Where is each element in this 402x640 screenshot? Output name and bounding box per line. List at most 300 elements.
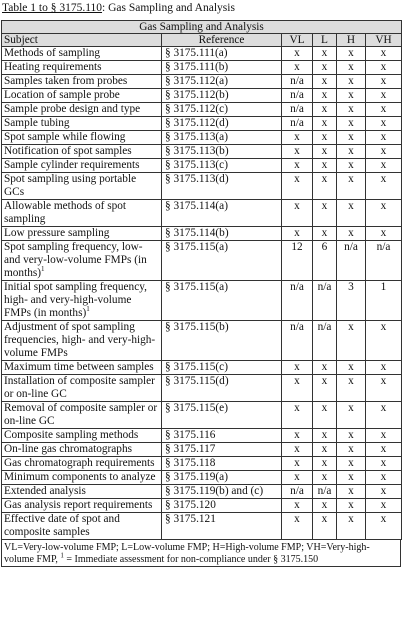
row-h xyxy=(337,429,366,443)
row-l xyxy=(313,47,337,61)
row-vh xyxy=(366,241,402,281)
row-subject-text: Heating requirements xyxy=(4,61,102,73)
table-header-row xyxy=(2,34,402,47)
row-h xyxy=(337,499,366,513)
row-l xyxy=(313,159,337,173)
row-h xyxy=(337,375,366,402)
header-subject: Subject xyxy=(2,34,162,47)
row-vh xyxy=(366,457,402,471)
row-reference xyxy=(162,443,282,457)
table-row xyxy=(2,145,402,159)
row-h-text: x xyxy=(348,103,354,115)
row-vh xyxy=(366,173,402,200)
row-l xyxy=(313,361,337,375)
row-subject-text: Spot sample while flowing xyxy=(4,131,126,143)
row-reference xyxy=(162,429,282,443)
row-h-text: x xyxy=(348,321,354,333)
row-vh xyxy=(366,321,402,361)
row-vl xyxy=(282,47,313,61)
row-l xyxy=(313,227,337,241)
row-l xyxy=(313,513,337,540)
row-vh-text: x xyxy=(380,47,387,59)
row-vl xyxy=(282,429,313,443)
row-h xyxy=(337,402,366,429)
row-reference-text: § 3175.121 xyxy=(165,513,216,525)
table-row xyxy=(2,361,402,375)
row-h xyxy=(337,75,366,89)
row-h-text: x xyxy=(348,402,354,414)
row-subject xyxy=(2,429,162,443)
row-reference-text: § 3175.113(d) xyxy=(165,173,229,185)
header-vl: VL xyxy=(282,34,313,47)
row-vh-text: 1 xyxy=(380,281,387,293)
row-vl-text: 12 xyxy=(291,241,303,253)
row-vl-text: x xyxy=(294,361,300,373)
row-vh xyxy=(366,89,402,103)
row-vh xyxy=(366,159,402,173)
table-row xyxy=(2,429,402,443)
row-h-text: x xyxy=(348,75,354,87)
row-reference-text: § 3175.115(c) xyxy=(165,361,228,373)
row-vl-text: x xyxy=(294,61,300,73)
row-vl-text: n/a xyxy=(290,103,304,115)
row-subject-text: Extended analysis xyxy=(4,485,86,497)
table-row xyxy=(2,227,402,241)
row-reference-text: § 3175.111(b) xyxy=(165,61,229,73)
row-reference-text: § 3175.111(a) xyxy=(165,47,228,59)
row-h-text: x xyxy=(348,89,354,101)
row-l-text: x xyxy=(321,443,328,455)
row-vh-text: x xyxy=(380,117,387,129)
row-subject xyxy=(2,159,162,173)
table-caption-link[interactable]: Table 1 to § 3175.110 xyxy=(2,2,103,14)
row-reference xyxy=(162,321,282,361)
row-reference-text: § 3175.113(b) xyxy=(165,145,229,157)
row-reference-text: § 3175.114(b) xyxy=(165,227,229,239)
row-subject-text: Sample probe design and type xyxy=(4,103,141,115)
row-l xyxy=(313,375,337,402)
row-l xyxy=(313,471,337,485)
row-reference xyxy=(162,375,282,402)
row-reference-text: § 3175.115(b) xyxy=(165,321,229,333)
row-h xyxy=(337,89,366,103)
row-l-text: x xyxy=(321,227,328,239)
row-l-text: x xyxy=(321,402,328,414)
row-reference xyxy=(162,402,282,429)
row-subject xyxy=(2,241,162,281)
row-reference xyxy=(162,499,282,513)
row-subject xyxy=(2,145,162,159)
row-vh-text: x xyxy=(380,485,387,497)
row-vl xyxy=(282,443,313,457)
row-reference xyxy=(162,173,282,200)
row-h-text: x xyxy=(348,227,354,239)
row-vh xyxy=(366,443,402,457)
row-l-text: x xyxy=(321,131,328,143)
row-h-text: x xyxy=(348,443,354,455)
row-l-text: x xyxy=(321,200,328,212)
row-h-text: x xyxy=(348,145,354,157)
table-row xyxy=(2,321,402,361)
row-vh-text: x xyxy=(380,429,387,441)
row-vh xyxy=(366,471,402,485)
row-subject-text: Methods of sampling xyxy=(4,47,101,59)
row-h-text: x xyxy=(348,471,354,483)
row-subject xyxy=(2,47,162,61)
row-h-text: x xyxy=(348,513,354,525)
row-vl-text: x xyxy=(294,131,300,143)
row-vh-text: x xyxy=(380,321,387,333)
row-l xyxy=(313,131,337,145)
gas-sampling-table xyxy=(1,20,402,540)
row-h-text: 3 xyxy=(348,281,354,293)
row-vl xyxy=(282,375,313,402)
row-vh-text: x xyxy=(380,471,387,483)
row-subject-text: Allowable methods of spot sampling xyxy=(4,200,127,225)
row-h xyxy=(337,61,366,75)
row-subject xyxy=(2,173,162,200)
row-vl xyxy=(282,241,313,281)
row-h xyxy=(337,513,366,540)
row-reference-text: § 3175.115(e) xyxy=(165,402,228,414)
row-reference xyxy=(162,61,282,75)
row-l xyxy=(313,61,337,75)
row-reference xyxy=(162,241,282,281)
row-h xyxy=(337,159,366,173)
row-vh-text: n/a xyxy=(376,241,391,253)
row-l-text: x xyxy=(321,117,328,129)
table-row xyxy=(2,131,402,145)
row-vh-text: x xyxy=(380,103,387,115)
row-l-text: x xyxy=(321,429,328,441)
row-subject-text: Location of sample probe xyxy=(4,89,120,101)
table-row xyxy=(2,402,402,429)
row-h-text: x xyxy=(348,159,354,171)
row-vl-text: x xyxy=(294,159,300,171)
row-h-text: x xyxy=(348,131,354,143)
row-vl xyxy=(282,103,313,117)
row-reference xyxy=(162,227,282,241)
row-l xyxy=(313,485,337,499)
table-row xyxy=(2,281,402,321)
row-l xyxy=(313,145,337,159)
row-reference-text: § 3175.117 xyxy=(165,443,216,455)
row-subject xyxy=(2,131,162,145)
row-subject xyxy=(2,103,162,117)
row-reference-text: § 3175.119(b) and (c) xyxy=(165,485,264,497)
row-reference-text: § 3175.112(a) xyxy=(165,75,228,87)
row-vh-text: x xyxy=(380,402,387,414)
row-vh xyxy=(366,47,402,61)
row-l-text: x xyxy=(321,375,328,387)
row-vh xyxy=(366,281,402,321)
row-subject-text: Sample tubing xyxy=(4,117,70,129)
row-vl-text: x xyxy=(294,457,300,469)
row-reference-text: § 3175.115(a) xyxy=(165,241,228,253)
row-l-text: x xyxy=(321,173,328,185)
row-reference-text: § 3175.118 xyxy=(165,457,216,469)
row-vl xyxy=(282,227,313,241)
row-l-text: n/a xyxy=(317,485,332,497)
row-reference-text: § 3175.112(c) xyxy=(165,103,228,115)
table-row xyxy=(2,443,402,457)
row-vh-text: x xyxy=(380,200,387,212)
row-reference xyxy=(162,103,282,117)
row-l-text: x xyxy=(321,499,328,511)
row-vh xyxy=(366,103,402,117)
row-h xyxy=(337,471,366,485)
row-vh xyxy=(366,402,402,429)
row-l-text: x xyxy=(321,47,328,59)
row-vh-text: x xyxy=(380,173,387,185)
row-subject-text: Installation of composite sampler or on-line GC xyxy=(4,375,155,400)
row-vl xyxy=(282,159,313,173)
row-reference xyxy=(162,47,282,61)
row-vh xyxy=(366,131,402,145)
row-h xyxy=(337,443,366,457)
row-h-text: x xyxy=(348,117,354,129)
row-vl xyxy=(282,499,313,513)
row-vh xyxy=(366,375,402,402)
row-h xyxy=(337,321,366,361)
table-row xyxy=(2,485,402,499)
row-vl xyxy=(282,321,313,361)
row-reference xyxy=(162,145,282,159)
row-vl xyxy=(282,61,313,75)
row-l xyxy=(313,117,337,131)
row-reference xyxy=(162,361,282,375)
row-subject xyxy=(2,457,162,471)
row-reference xyxy=(162,159,282,173)
table-caption xyxy=(0,0,402,20)
footnote-ref-marker: 1 xyxy=(86,305,90,314)
row-reference-text: § 3175.113(a) xyxy=(165,131,228,143)
row-h-text: x xyxy=(348,361,354,373)
row-vl-text: x xyxy=(294,443,300,455)
row-l-text: n/a xyxy=(317,281,332,293)
row-reference xyxy=(162,485,282,499)
row-subject-text: Gas chromatograph requirements xyxy=(4,457,155,469)
row-l-text: x xyxy=(321,145,328,157)
row-subject xyxy=(2,471,162,485)
row-subject xyxy=(2,89,162,103)
row-l-text: x xyxy=(321,457,328,469)
row-vh-text: x xyxy=(380,89,387,101)
row-vl xyxy=(282,513,313,540)
row-reference-text: § 3175.115(a) xyxy=(165,281,228,293)
row-subject xyxy=(2,513,162,540)
table-row xyxy=(2,513,402,540)
row-vl-text: x xyxy=(294,47,300,59)
row-vh-text: x xyxy=(380,159,387,171)
row-subject-text: Effective date of spot and composite samples xyxy=(4,513,120,538)
row-h-text: x xyxy=(348,499,354,511)
row-subject-text: Minimum components to analyze xyxy=(4,471,156,483)
row-l-text: x xyxy=(321,103,328,115)
row-h-text: x xyxy=(348,200,354,212)
row-vh xyxy=(366,361,402,375)
row-reference-text: § 3175.119(a) xyxy=(165,471,228,483)
row-vl-text: n/a xyxy=(290,485,304,497)
footnote-legend: VL=Very-low-volume FMP; L=Low-volume FMP; H=High-volume FMP; VH=Very-high-volume FMP, xyxy=(4,542,370,565)
row-vl xyxy=(282,75,313,89)
table-row xyxy=(2,47,402,61)
footnote-marker: 1 xyxy=(60,551,64,560)
row-reference xyxy=(162,457,282,471)
row-vh-text: x xyxy=(380,375,387,387)
row-h-text: x xyxy=(348,485,354,497)
row-vh-text: x xyxy=(380,75,387,87)
row-h-text: x xyxy=(348,429,354,441)
row-vl-text: x xyxy=(294,402,300,414)
row-subject-text: Gas analysis report requirements xyxy=(4,499,153,511)
row-subject xyxy=(2,402,162,429)
row-reference-text: § 3175.114(a) xyxy=(165,200,228,212)
row-l-text: x xyxy=(321,89,328,101)
row-l xyxy=(313,321,337,361)
row-subject-text: Adjustment of spot sampling frequencies, high- and very-high-volume FMPs xyxy=(4,321,156,359)
row-vl-text: n/a xyxy=(290,117,304,129)
row-vh xyxy=(366,75,402,89)
row-vh xyxy=(366,227,402,241)
row-subject xyxy=(2,61,162,75)
row-vh-text: x xyxy=(380,443,387,455)
row-vl xyxy=(282,145,313,159)
row-vl-text: x xyxy=(294,173,300,185)
row-l xyxy=(313,103,337,117)
row-subject-text: Notification of spot samples xyxy=(4,145,132,157)
row-vl-text: x xyxy=(294,429,300,441)
row-subject-text: Sample cylinder requirements xyxy=(4,159,140,171)
row-vh xyxy=(366,429,402,443)
row-vl-text: x xyxy=(294,227,300,239)
row-l xyxy=(313,173,337,200)
row-vh xyxy=(366,485,402,499)
row-vl-text: x xyxy=(294,471,300,483)
row-reference xyxy=(162,200,282,227)
row-vl xyxy=(282,200,313,227)
table-row xyxy=(2,103,402,117)
row-h-text: x xyxy=(348,61,354,73)
row-subject xyxy=(2,321,162,361)
header-vh: VH xyxy=(366,34,402,47)
row-subject xyxy=(2,281,162,321)
footnote-ref-marker: 1 xyxy=(41,265,45,274)
row-subject xyxy=(2,485,162,499)
row-reference-text: § 3175.115(d) xyxy=(165,375,229,387)
row-vl-text: x xyxy=(294,513,300,525)
row-subject xyxy=(2,75,162,89)
table-row xyxy=(2,89,402,103)
row-l-text: x xyxy=(321,361,328,373)
table-row xyxy=(2,117,402,131)
row-h xyxy=(337,457,366,471)
row-vh-text: x xyxy=(380,499,387,511)
table-body xyxy=(2,47,402,540)
row-vl-text: x xyxy=(294,200,300,212)
row-l-text: x xyxy=(321,75,328,87)
row-reference-text: § 3175.120 xyxy=(165,499,216,511)
row-subject xyxy=(2,499,162,513)
footnote-note: = Immediate assessment for non-compliance under § 3175.150 xyxy=(66,554,319,565)
row-h xyxy=(337,173,366,200)
row-l xyxy=(313,241,337,281)
row-vl xyxy=(282,281,313,321)
row-vl xyxy=(282,485,313,499)
table-row xyxy=(2,499,402,513)
header-reference: Reference xyxy=(162,34,282,47)
row-h xyxy=(337,361,366,375)
row-vl xyxy=(282,457,313,471)
row-h-text: x xyxy=(348,47,354,59)
row-l-text: x xyxy=(321,471,328,483)
table-row xyxy=(2,61,402,75)
row-h xyxy=(337,117,366,131)
row-h xyxy=(337,227,366,241)
row-l xyxy=(313,402,337,429)
table-row xyxy=(2,75,402,89)
row-reference xyxy=(162,89,282,103)
row-l xyxy=(313,429,337,443)
row-vh-text: x xyxy=(380,145,387,157)
row-l xyxy=(313,281,337,321)
row-h-text: n/a xyxy=(344,241,358,253)
row-subject-text: Spot sampling using portable GCs xyxy=(4,173,137,198)
row-reference xyxy=(162,471,282,485)
row-h xyxy=(337,131,366,145)
row-vl xyxy=(282,402,313,429)
row-subject xyxy=(2,227,162,241)
row-vl xyxy=(282,361,313,375)
row-vl-text: n/a xyxy=(290,75,304,87)
row-reference xyxy=(162,281,282,321)
row-l xyxy=(313,499,337,513)
row-subject-text: Initial spot sampling frequency, high- and very-high-volume FMPs (in months) xyxy=(4,281,147,319)
row-vl xyxy=(282,117,313,131)
row-h xyxy=(337,200,366,227)
row-subject xyxy=(2,117,162,131)
row-vl-text: x xyxy=(294,499,300,511)
row-l xyxy=(313,443,337,457)
row-vl-text: n/a xyxy=(290,321,304,333)
row-h xyxy=(337,47,366,61)
header-h: H xyxy=(337,34,366,47)
row-vl-text: x xyxy=(294,375,300,387)
row-reference xyxy=(162,513,282,540)
row-vh xyxy=(366,145,402,159)
table-caption-text: : Gas Sampling and Analysis xyxy=(102,2,235,14)
row-subject-text: Composite sampling methods xyxy=(4,429,139,441)
row-subject-text: On-line gas chromatographs xyxy=(4,443,132,455)
table-row xyxy=(2,159,402,173)
row-vh xyxy=(366,513,402,540)
row-vl-text: x xyxy=(294,145,300,157)
table-row xyxy=(2,457,402,471)
row-reference-text: § 3175.112(d) xyxy=(165,117,229,129)
row-subject xyxy=(2,200,162,227)
table-row xyxy=(2,241,402,281)
row-subject-text: Maximum time between samples xyxy=(4,361,154,373)
row-l-text: x xyxy=(321,61,328,73)
row-vh-text: x xyxy=(380,513,387,525)
row-subject xyxy=(2,443,162,457)
row-l-text: x xyxy=(321,159,328,171)
row-vh-text: x xyxy=(380,361,387,373)
table-row xyxy=(2,173,402,200)
table-row xyxy=(2,471,402,485)
row-subject-text: Removal of composite sampler or on-line GC xyxy=(4,402,158,427)
row-h xyxy=(337,103,366,117)
